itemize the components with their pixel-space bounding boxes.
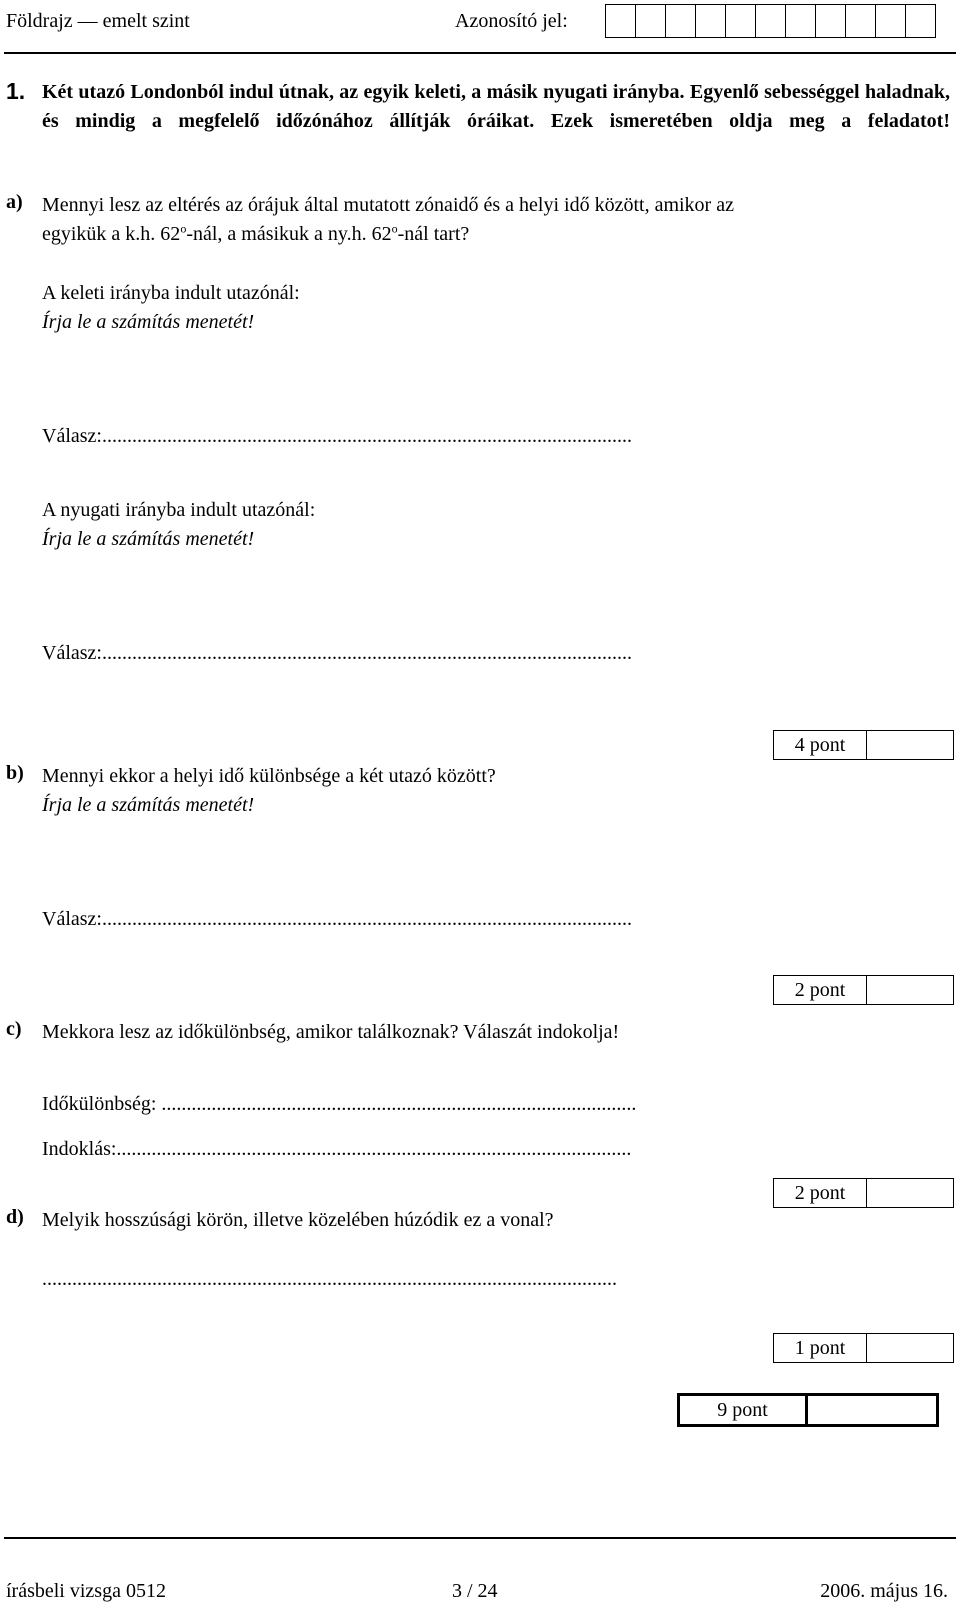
part-d-score-field[interactable] xyxy=(867,1334,953,1362)
id-box[interactable] xyxy=(845,4,876,38)
part-b-score-field[interactable] xyxy=(867,976,953,1004)
id-box[interactable] xyxy=(755,4,786,38)
part-a-text-line2: egyikük a k.h. 62$^o$-nál, a másikuk a ny.h. 62$^o$-nál tart? xyxy=(42,221,470,245)
id-box[interactable] xyxy=(905,4,936,38)
part-a-text-line1: Mennyi lesz az eltérés az órájuk által mutatott zónaidő és a helyi idő között, amikor az xyxy=(42,194,734,216)
east-instruction: Írja le a számítás menetét! xyxy=(42,311,255,333)
part-c-reason-line[interactable]: Indoklás:....................................................................................................... xyxy=(42,1138,632,1160)
id-code-boxes[interactable] xyxy=(606,4,936,38)
part-a-text xyxy=(42,191,952,249)
west-traveler-label: A nyugati irányba indult utazónál: xyxy=(42,499,316,521)
part-d-score-box[interactable] xyxy=(773,1333,954,1363)
part-c-text: Mekkora lesz az időkülönbség, amikor találkoznak? Válaszát indokolja! xyxy=(42,1021,620,1043)
part-a-letter: a) xyxy=(6,191,23,213)
part-c-score-field[interactable] xyxy=(867,1179,953,1207)
header-id-label: Azonosító jel: xyxy=(455,10,568,32)
question-number: 1. xyxy=(6,78,26,104)
part-d-letter: d) xyxy=(6,1206,24,1228)
footer-left: írásbeli vizsga 0512 xyxy=(6,1580,166,1602)
id-box[interactable] xyxy=(695,4,726,38)
id-box[interactable] xyxy=(605,4,636,38)
footer-page-number: 3 / 24 xyxy=(452,1580,498,1602)
part-b-answer-line[interactable]: Válasz:.......................................................................................................... xyxy=(42,908,632,930)
part-c-points: 2 pont xyxy=(774,1179,867,1207)
header-rule xyxy=(4,52,956,54)
part-b-text: Mennyi ekkor a helyi idő különbsége a két utazó között? xyxy=(42,765,496,787)
part-a-points: 4 pont xyxy=(774,731,867,759)
part-c-letter: c) xyxy=(6,1018,22,1040)
total-points: 9 pont xyxy=(680,1396,808,1424)
part-b-points: 2 pont xyxy=(774,976,867,1004)
footer-date: 2006. május 16. xyxy=(820,1580,948,1602)
part-b-instruction: Írja le a számítás menetét! xyxy=(42,794,255,816)
id-box[interactable] xyxy=(785,4,816,38)
west-answer-line[interactable]: Válasz:.......................................................................................................... xyxy=(42,642,632,664)
id-box[interactable] xyxy=(725,4,756,38)
header-subject: Földrajz — emelt szint xyxy=(6,10,190,32)
id-box[interactable] xyxy=(875,4,906,38)
part-c-score-box[interactable] xyxy=(773,1178,954,1208)
id-box[interactable] xyxy=(635,4,666,38)
east-traveler-label: A keleti irányba indult utazónál: xyxy=(42,282,300,304)
question-intro: Két utazó Londonból indul útnak, az egyik keleti, a másik nyugati irányba. Egyenlő sebességgel haladnak, és mindig a megfelelő időzónához állítják óráikat. Ezek ismeretében oldja meg a feladatot! xyxy=(42,81,950,132)
footer-rule xyxy=(4,1537,956,1539)
id-box[interactable] xyxy=(665,4,696,38)
part-a-score-field[interactable] xyxy=(867,731,953,759)
total-score-field[interactable] xyxy=(808,1396,936,1424)
part-b-score-box[interactable] xyxy=(773,975,954,1005)
east-answer-line[interactable]: Válasz:.......................................................................................................... xyxy=(42,425,632,447)
part-d-answer-line[interactable]: ................................................................................................................... xyxy=(42,1268,617,1290)
west-instruction: Írja le a számítás menetét! xyxy=(42,528,255,550)
part-a-score-box[interactable] xyxy=(773,730,954,760)
total-score-box[interactable] xyxy=(677,1393,939,1427)
part-d-text: Melyik hosszúsági körön, illetve közelében húzódik ez a vonal? xyxy=(42,1209,554,1231)
part-b-letter: b) xyxy=(6,762,24,784)
part-d-points: 1 pont xyxy=(774,1334,867,1362)
id-box[interactable] xyxy=(815,4,846,38)
part-c-difference-line[interactable]: Időkülönbség: ............................................................................................... xyxy=(42,1093,637,1115)
